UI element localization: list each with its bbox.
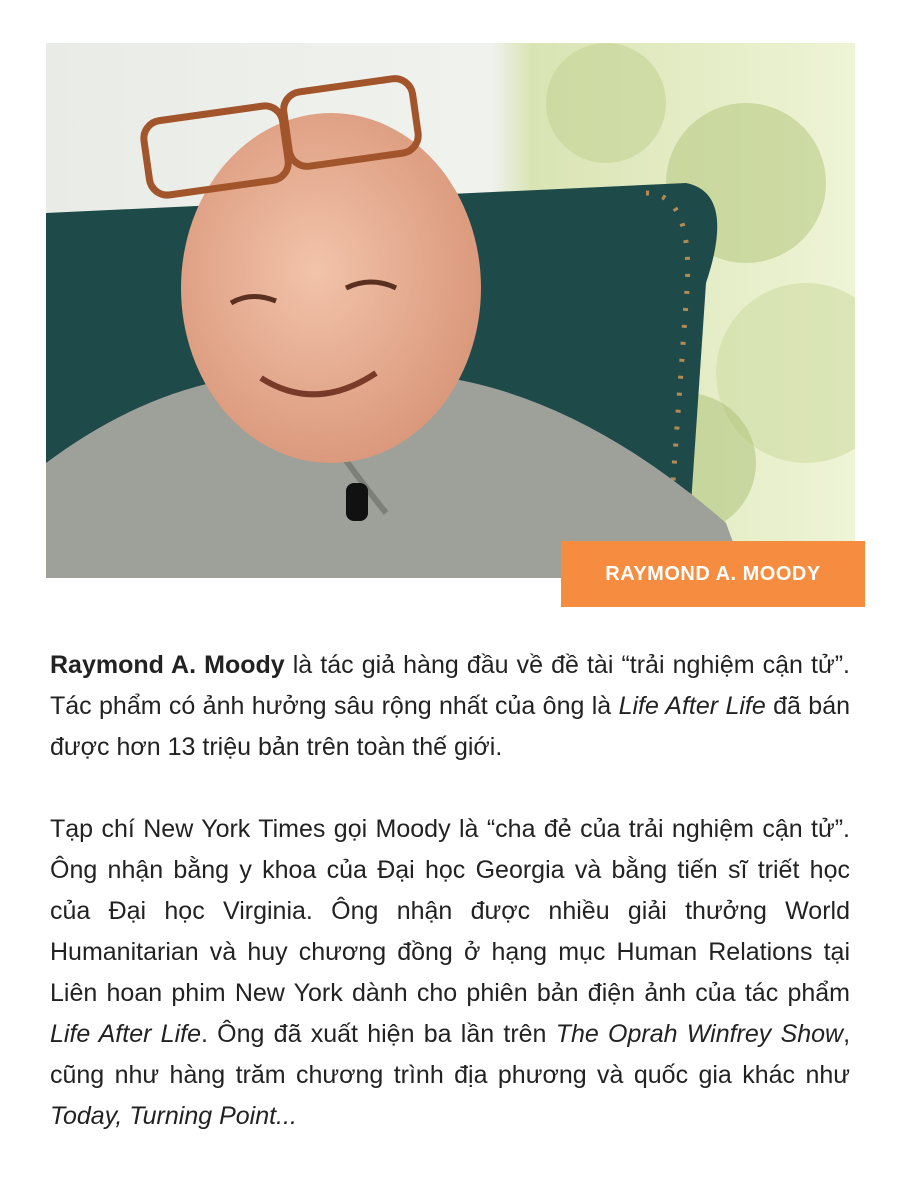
book-title: Life After Life <box>50 1020 201 1048</box>
author-name-text: RAYMOND A. MOODY <box>605 562 821 585</box>
bio-author-name: Raymond A. Moody <box>50 651 285 679</box>
show-title: The Oprah Winfrey Show <box>555 1020 844 1048</box>
program-titles: Today, Turning Point... <box>50 1102 297 1130</box>
bio-paragraph-2: Tạp chí New York Times gọi Moody là “cha đẻ của trải nghiệm cận tử”. Ông nhận bằng y khoa của Đại học Georgia và bằng tiến sĩ triết học của Đại học Virginia. Ông nhận được nhiều giải thưởng World Humanitarian và huy chương đồng ở hạng mục Human Relations tại Liên hoan phim New York dành cho phiên bản điện ảnh của tác phẩm Life After Life. Ông đã xuất hiện ba lần trên The Oprah Winfrey Show, cũng như hàng trăm chương trình địa phương và quốc gia khác như Today, Turning Point... <box>50 815 851 1130</box>
book-title: Life After Life <box>618 692 766 720</box>
bio-paragraph-1: Raymond A. Moody là tác giả hàng đầu về đề tài “trải nghiệm cận tử”. Tác phẩm có ảnh hưởng sâu rộng nhất của ông là Life After Life đã bán được hơn 13 triệu bản trên toàn thế giới. <box>50 651 850 761</box>
author-name-caption <box>561 541 865 607</box>
author-bio <box>50 645 850 1137</box>
author-photo <box>46 43 855 578</box>
